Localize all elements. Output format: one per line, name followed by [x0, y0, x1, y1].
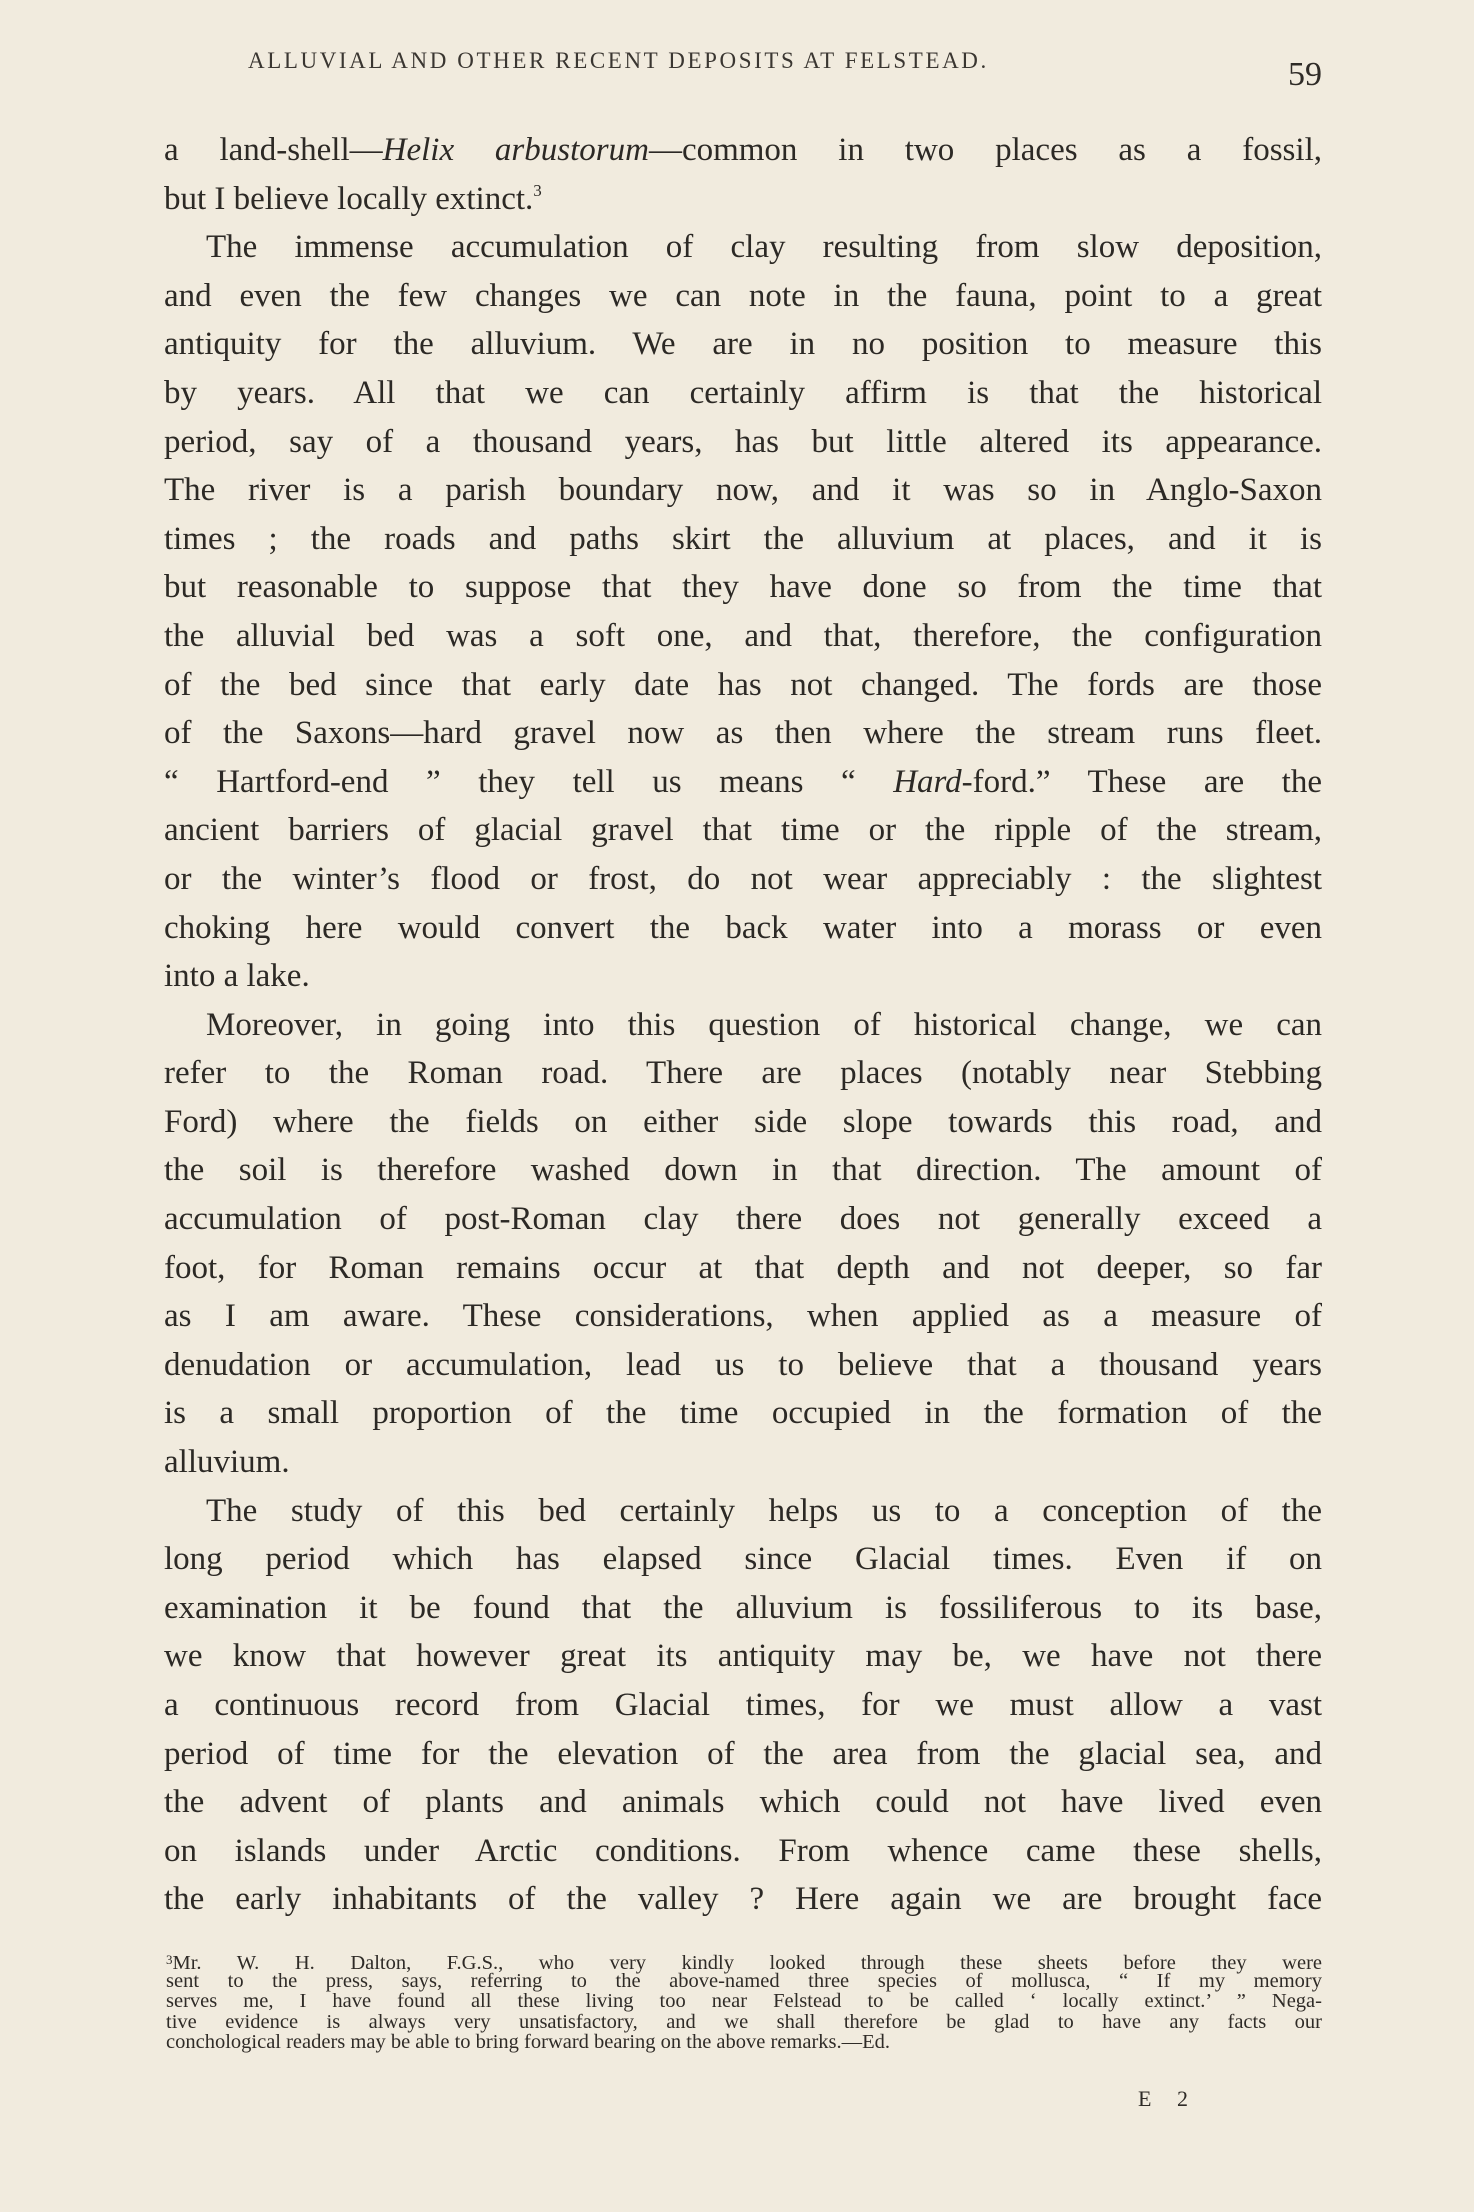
footnote-text: conchological readers may be able to bring forward bearing on the above remarks.—Ed.	[166, 2031, 891, 2053]
text-line	[164, 1195, 1322, 1244]
body-text	[164, 126, 1322, 1924]
footnote-line	[166, 1950, 1322, 1974]
footnote-line	[166, 1971, 1322, 1992]
text-segment: but reasonable to suppose that they have done so from the time that	[164, 569, 1322, 606]
text-line	[164, 1292, 1322, 1341]
text-segment: accumulation of post-Roman clay there does not generally exceed a	[164, 1201, 1322, 1238]
text-segment: is a small proportion of the time occupied in the formation of the	[164, 1395, 1322, 1432]
text-segment: we know that however great its antiquity may be, we have not there	[164, 1638, 1322, 1675]
text-line	[164, 1778, 1322, 1827]
text-segment: long period which has elapsed since Glacial times. Even if on	[164, 1541, 1322, 1578]
text-segment: a land-shell—	[164, 132, 383, 168]
text-segment: of the bed since that early date has not changed. The fords are those	[164, 666, 1322, 703]
footnote	[166, 1950, 1322, 2053]
italic-text: Helix arbustorum	[382, 132, 649, 168]
footnote-text: tive evidence is always very unsatisfactory, and we shall therefore be glad to have any facts our	[166, 2010, 1322, 2033]
text-line	[164, 1632, 1322, 1681]
text-segment: into a lake.	[164, 958, 310, 995]
footnote-text: Mr. W. H. Dalton, F.G.S., who very kindly looked through these sheets before they were	[172, 1952, 1322, 1974]
footnote-line	[166, 2032, 1322, 2053]
text-segment: examination it be found that the alluvium is fossiliferous to its base,	[164, 1589, 1322, 1626]
text-segment: the alluvial bed was a soft one, and that, therefore, the configuration	[164, 617, 1322, 654]
signature-mark: E 2	[1138, 2086, 1198, 2111]
text-line	[164, 1584, 1322, 1633]
text-line	[164, 175, 1322, 224]
text-line	[164, 272, 1322, 321]
text-line	[164, 1001, 1322, 1050]
footnote-line	[166, 2012, 1322, 2033]
text-segment: by years. All that we can certainly affirm is that the historical	[164, 374, 1322, 411]
text-segment: the early inhabitants of the valley ? Here again we are brought face	[164, 1881, 1322, 1918]
text-segment: foot, for Roman remains occur at that depth and not deeper, so far	[164, 1249, 1322, 1286]
text-line	[164, 1098, 1322, 1147]
text-line	[164, 1389, 1322, 1438]
text-line	[164, 563, 1322, 612]
text-line	[164, 1730, 1322, 1779]
text-line	[164, 855, 1322, 904]
text-line	[164, 418, 1322, 467]
text-line	[164, 369, 1322, 418]
text-segment: denudation or accumulation, lead us to believe that a thousand years	[164, 1346, 1322, 1383]
footnote-mark: 3	[166, 1952, 173, 1967]
text-segment: Moreover, in going into this question of historical change, we can	[206, 1006, 1322, 1043]
text-segment: a continuous record from Glacial times, for we must allow a vast	[164, 1687, 1322, 1723]
text-segment: The immense accumulation of clay resulting from slow deposition,	[206, 229, 1322, 266]
text-segment: times ; the roads and paths skirt the alluvium at places, and it is	[164, 520, 1322, 557]
text-segment: the soil is therefore washed down in that direction. The amount of	[164, 1152, 1322, 1189]
text-line	[164, 709, 1322, 758]
text-segment: The river is a parish boundary now, and it was so in Anglo-Saxon	[164, 472, 1322, 509]
text-segment: on islands under Arctic conditions. From whence came these shells,	[164, 1832, 1322, 1869]
text-line	[164, 612, 1322, 661]
text-segment: antiquity for the alluvium. We are in no position to measure this	[164, 326, 1322, 363]
text-segment: -ford.” These are the	[961, 763, 1322, 800]
text-segment: alluvium.	[164, 1444, 290, 1481]
italic-text: Hard	[893, 763, 962, 800]
text-line	[164, 466, 1322, 515]
text-segment: choking here would convert the back water into a morass or even	[164, 909, 1322, 946]
text-line	[164, 904, 1322, 953]
text-segment: period of time for the elevation of the area from the glacial sea, and	[164, 1735, 1322, 1772]
text-line	[164, 1049, 1322, 1098]
text-line	[164, 223, 1322, 272]
text-line	[164, 1146, 1322, 1195]
text-line	[164, 1244, 1322, 1293]
text-segment: as I am aware. These considerations, when applied as a measure of	[164, 1298, 1322, 1335]
footnote-line	[166, 1991, 1322, 2012]
text-segment: or the winter’s flood or frost, do not wear appreciably : the slightest	[164, 860, 1322, 897]
text-line	[164, 515, 1322, 564]
footnote-text: sent to the press, says, referring to the above-named three species of mollusca, “ If my memory	[166, 1969, 1322, 1992]
page-number: 59	[1288, 56, 1322, 93]
text-segment: ancient barriers of glacial gravel that time or the ripple of the stream,	[164, 812, 1322, 849]
text-line	[164, 952, 1322, 1001]
text-segment: “ Hartford-end ” they tell us means “	[164, 763, 894, 800]
text-segment: the advent of plants and animals which could not have lived even	[164, 1784, 1322, 1821]
text-line	[164, 758, 1322, 807]
text-line	[164, 661, 1322, 710]
text-segment: but I believe locally extinct.	[164, 180, 534, 217]
text-segment: Ford) where the fields on either side slope towards this road, and	[164, 1103, 1322, 1140]
text-line	[164, 1487, 1322, 1536]
footnote-reference: 3	[533, 180, 542, 200]
text-line	[164, 1875, 1322, 1924]
text-line	[164, 320, 1322, 369]
text-segment: The study of this bed certainly helps us to a conception of the	[206, 1492, 1322, 1529]
footnote-text: serves me, I have found all these living too near Felstead to be called ‘ locally extinct.’ ” Nega-	[166, 1990, 1322, 2012]
text-segment: of the Saxons—hard gravel now as then where the stream runs fleet.	[164, 715, 1322, 752]
text-line	[164, 1438, 1322, 1487]
text-segment: refer to the Roman road. There are places (notably near Stebbing	[164, 1055, 1322, 1092]
text-line	[164, 1341, 1322, 1390]
text-line	[164, 126, 1322, 175]
text-line	[164, 1827, 1322, 1876]
text-segment: and even the few changes we can note in the fauna, point to a great	[164, 277, 1322, 314]
text-segment: period, say of a thousand years, has but little altered its appearance.	[164, 423, 1322, 460]
text-line	[164, 1681, 1322, 1730]
text-line	[164, 806, 1322, 855]
text-segment: —common in two places as a fossil,	[648, 132, 1322, 168]
running-head: ALLUVIAL AND OTHER RECENT DEPOSITS AT FELSTEAD.	[248, 48, 989, 73]
text-line	[164, 1535, 1322, 1584]
